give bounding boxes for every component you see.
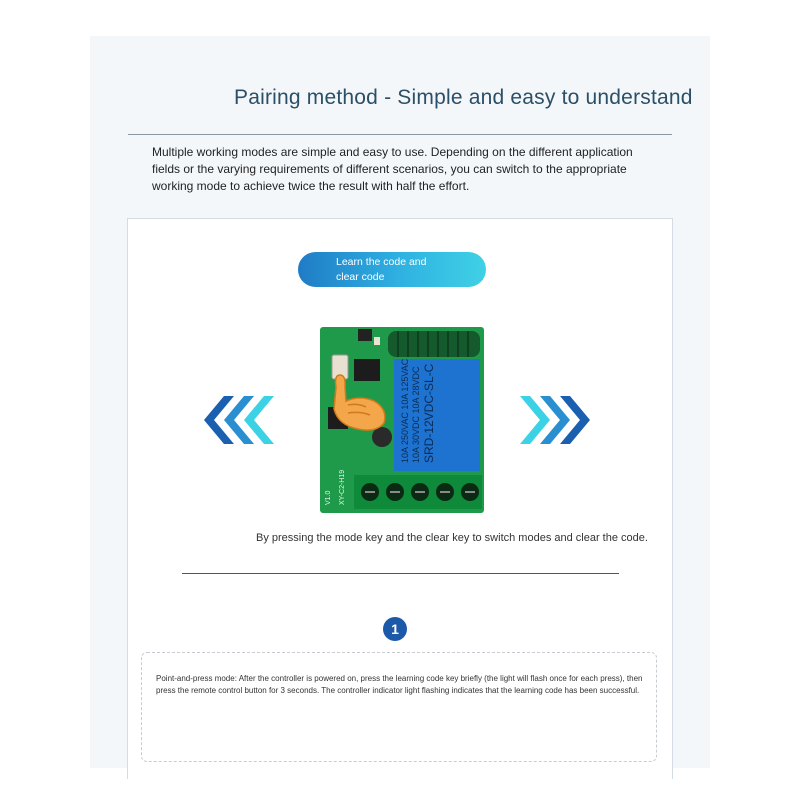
- step-description-text: Point-and-press mode: After the controller is powered on, press the learning code key briefly (the light will flash once for each press), then press the remote control button for 3 seconds. The controller indicator light flashing indicates that the learning code has been successful.: [156, 674, 643, 695]
- chevron-right-1: [520, 396, 550, 444]
- chevron-left-3: [244, 396, 274, 444]
- pcb-model-label: XY-C2-H19: [339, 469, 346, 505]
- capacitor: [372, 427, 392, 447]
- relay-board-image: [318, 325, 486, 515]
- relay-line-1: 10A 250VAC 10A 125VAC: [400, 358, 410, 463]
- antenna-coil: [388, 331, 480, 357]
- learn-clear-code-label-1: Learn the code and: [336, 256, 427, 268]
- step-description-box: [141, 652, 657, 762]
- step-number-badge: 1: [383, 617, 407, 641]
- intro-paragraph: Multiple working modes are simple and easy to use. Depending on the different application fields or the varying requirements of different scenarios, you can switch to the appropriate working mode to achieve twice the result with half the effort.: [152, 145, 633, 193]
- pcb-version-label: V1.0: [325, 490, 332, 505]
- triple-chevron-right-icon: [510, 392, 594, 448]
- relay-line-3: SRD-12VDC-SL-C: [422, 363, 436, 463]
- led: [374, 337, 380, 345]
- chip-1: [354, 359, 380, 381]
- learn-clear-code-button[interactable]: [298, 252, 486, 287]
- page-title: Pairing method - Simple and easy to understand: [234, 86, 693, 109]
- chip-2: [358, 329, 372, 341]
- board-caption: By pressing the mode key and the clear key to switch modes and clear the code.: [256, 532, 648, 544]
- relay-line-2: 10A 30VDC 10A 28VDC: [411, 366, 421, 463]
- title-divider: [128, 134, 672, 135]
- section-divider: [182, 573, 619, 574]
- learn-clear-code-label-2: clear code: [336, 271, 385, 283]
- triple-chevron-left-icon: [200, 392, 284, 448]
